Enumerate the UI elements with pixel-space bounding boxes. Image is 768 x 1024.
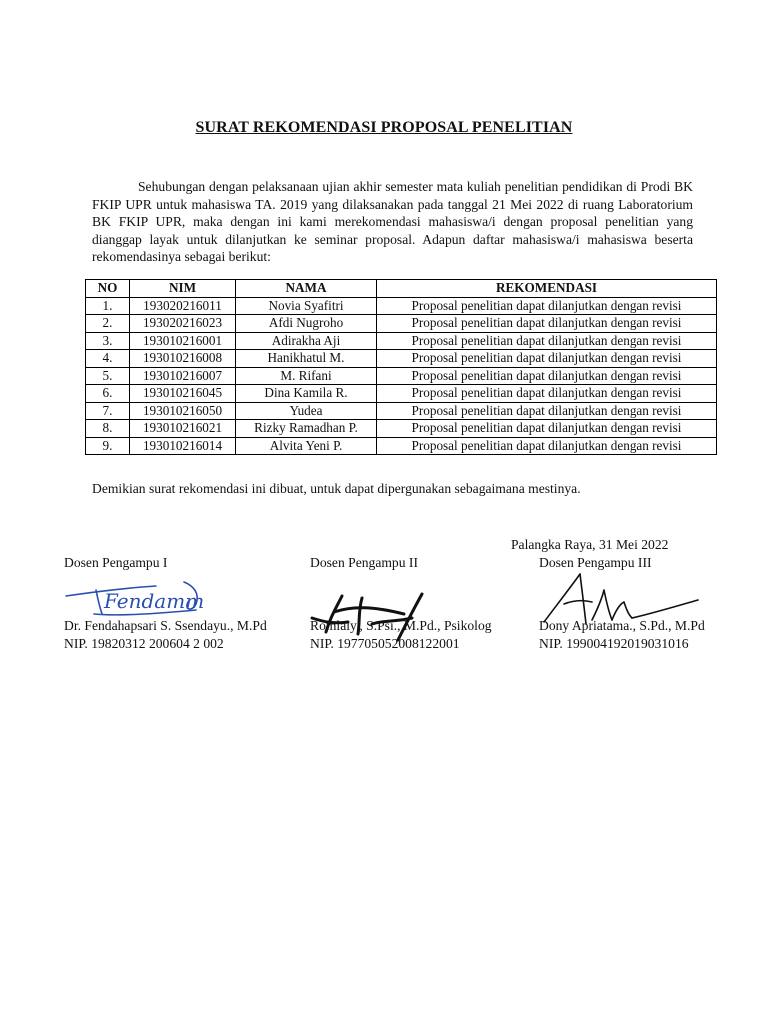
table-row <box>86 420 717 438</box>
cell-rekomendasi: Proposal penelitian dapat dilanjutkan dengan revisi <box>377 332 717 350</box>
cell-no: 6. <box>86 385 130 403</box>
cell-nim: 193010216050 <box>130 402 236 420</box>
signatory-1-nip: NIP. 19820312 200604 2 002 <box>64 636 224 651</box>
cell-nama: Rizky Ramadhan P. <box>236 420 377 438</box>
signature-1-scribble: Fendamm <box>104 589 205 613</box>
signatory-2-name: Romlaly., S.Psi., M.Pd., Psikolog <box>310 618 492 633</box>
intro-paragraph <box>92 178 693 266</box>
table-row <box>86 385 717 403</box>
cell-rekomendasi: Proposal penelitian dapat dilanjutkan dengan revisi <box>377 315 717 333</box>
cell-nama: Alvita Yeni P. <box>236 437 377 455</box>
signatory-3-name: Dony Apriatama., S.Pd., M.Pd <box>539 618 705 633</box>
header-rekomendasi: REKOMENDASI <box>377 280 717 298</box>
closing-statement: Demikian surat rekomendasi ini dibuat, untuk dapat dipergunakan sebagaimana mestinya. <box>92 481 581 496</box>
cell-nama: Novia Syafitri <box>236 297 377 315</box>
cell-nama: Dina Kamila R. <box>236 385 377 403</box>
table-header-row <box>86 280 717 298</box>
cell-nim: 193010216021 <box>130 420 236 438</box>
table-row <box>86 402 717 420</box>
cell-rekomendasi: Proposal penelitian dapat dilanjutkan dengan revisi <box>377 385 717 403</box>
cell-nim: 193010216008 <box>130 350 236 368</box>
cell-nama: Hanikhatul M. <box>236 350 377 368</box>
signatory-1-name: Dr. Fendahapsari S. Ssendayu., M.Pd <box>64 618 267 633</box>
cell-no: 7. <box>86 402 130 420</box>
cell-nim: 193010216001 <box>130 332 236 350</box>
signatory-1-role: Dosen Pengampu I <box>64 555 168 570</box>
header-nim: NIM <box>130 280 236 298</box>
cell-nim: 193010216045 <box>130 385 236 403</box>
cell-rekomendasi: Proposal penelitian dapat dilanjutkan dengan revisi <box>377 350 717 368</box>
table-row <box>86 350 717 368</box>
table-row <box>86 315 717 333</box>
table-row <box>86 367 717 385</box>
letter-title: SURAT REKOMENDASI PROPOSAL PENELITIAN <box>195 119 573 136</box>
signatory-2-role: Dosen Pengampu II <box>310 555 418 570</box>
signatory-2-nip: NIP. 197705052008122001 <box>310 636 460 651</box>
signatory-1-signature <box>64 574 214 622</box>
cell-nim: 193010216014 <box>130 437 236 455</box>
cell-nama: M. Rifani <box>236 367 377 385</box>
cell-no: 5. <box>86 367 130 385</box>
intro-text: Sehubungan dengan pelaksanaan ujian akhir semester mata kuliah penelitian pendidikan di Prodi BK FKIP UPR untuk mahasiswa TA. 2019 yang dilaksanakan pada tanggal 21 Mei 2022 di ruang Laboratorium BK FKIP UPR, maka dengan ini kami merekomendasi mahasiswa/i dengan proposal penelitian yang dianggap layak untuk dilanjutkan ke seminar proposal. Adapun daftar mahasiswa/i mahasiswa beserta rekomendasinya sebagai berikut: <box>92 179 693 265</box>
recommendation-table <box>85 279 717 455</box>
cell-nama: Afdi Nugroho <box>236 315 377 333</box>
cell-nim: 193020216023 <box>130 315 236 333</box>
header-no: NO <box>86 280 130 298</box>
cell-no: 1. <box>86 297 130 315</box>
cell-rekomendasi: Proposal penelitian dapat dilanjutkan dengan revisi <box>377 297 717 315</box>
cell-nim: 193010216007 <box>130 367 236 385</box>
cell-rekomendasi: Proposal penelitian dapat dilanjutkan dengan revisi <box>377 402 717 420</box>
cell-no: 4. <box>86 350 130 368</box>
cell-nama: Yudea <box>236 402 377 420</box>
signatory-3-role: Dosen Pengampu III <box>539 555 652 570</box>
header-nama: NAMA <box>236 280 377 298</box>
table-row <box>86 297 717 315</box>
cell-nama: Adirakha Aji <box>236 332 377 350</box>
cell-no: 8. <box>86 420 130 438</box>
cell-no: 9. <box>86 437 130 455</box>
cell-no: 2. <box>86 315 130 333</box>
cell-rekomendasi: Proposal penelitian dapat dilanjutkan dengan revisi <box>377 420 717 438</box>
cell-rekomendasi: Proposal penelitian dapat dilanjutkan dengan revisi <box>377 437 717 455</box>
signatory-3-nip: NIP. 199004192019031016 <box>539 636 689 651</box>
cell-rekomendasi: Proposal penelitian dapat dilanjutkan dengan revisi <box>377 367 717 385</box>
table-row <box>86 332 717 350</box>
cell-no: 3. <box>86 332 130 350</box>
place-date: Palangka Raya, 31 Mei 2022 <box>511 537 669 552</box>
cell-nim: 193020216011 <box>130 297 236 315</box>
table-row <box>86 437 717 455</box>
